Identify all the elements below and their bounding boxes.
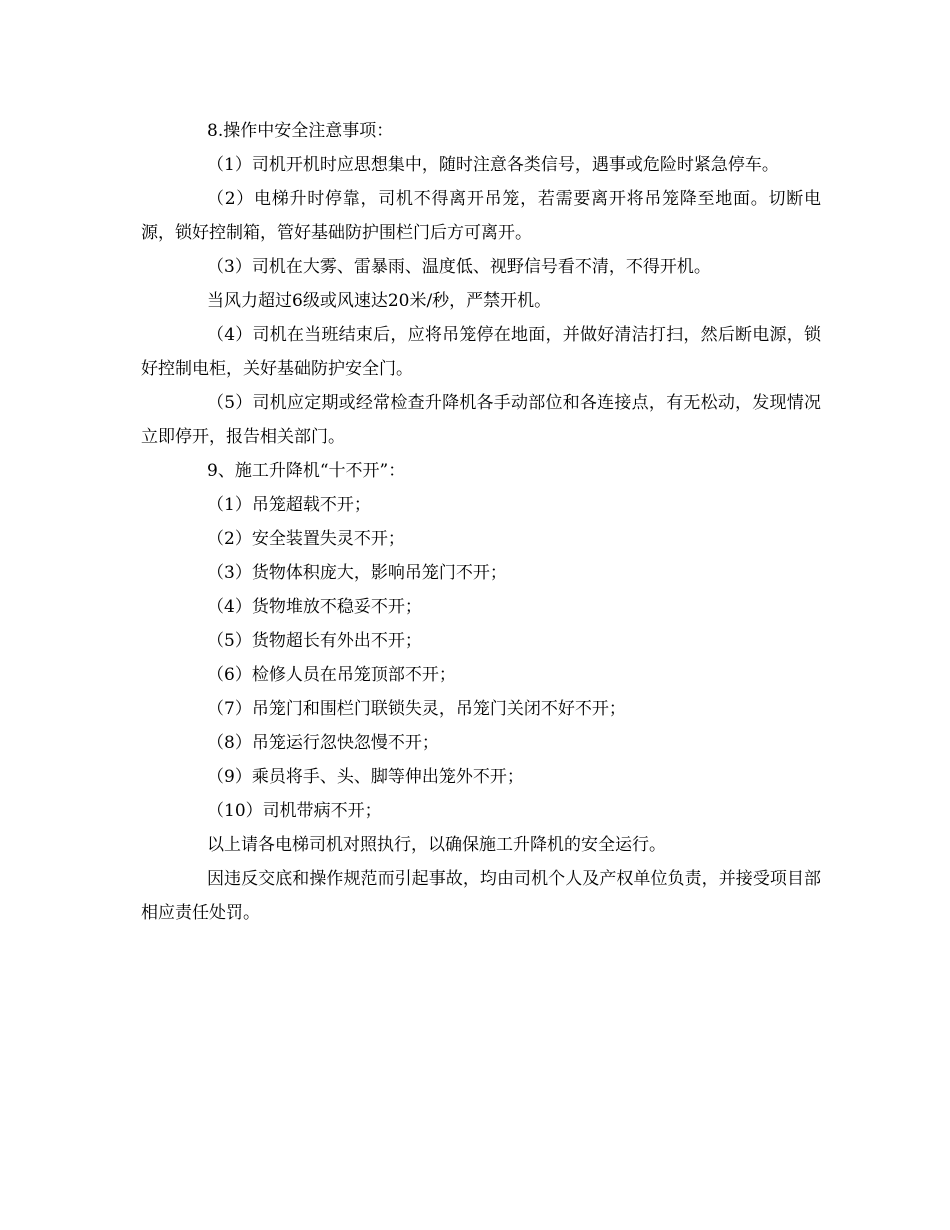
rule-paragraph-4: （4）司机在当班结束后，应将吊笼停在地面，并做好清洁打扫，然后断电源，锁好控制电柜，关好基础防护安全门。 xyxy=(141,325,821,379)
list-item: （1）吊笼超载不开； xyxy=(207,495,371,515)
list-item: （2）安全装置失灵不开； xyxy=(207,529,405,549)
rule-paragraph-5: （5）司机应定期或经常检查升降机各手动部位和各连接点，有无松动，发现情况立即停开，报告相关部门。 xyxy=(141,393,821,447)
liability-paragraph: 因违反交底和操作规范而引起事故，均由司机个人及产权单位负责，并接受项目部相应责任处罚。 xyxy=(141,869,821,923)
closing-paragraph: 以上请各电梯司机对照执行，以确保施工升降机的安全运行。 xyxy=(207,835,666,855)
wind-limit-paragraph: 当风力超过6级或风速达20米/秒，严禁开机。 xyxy=(207,291,552,311)
list-item: （8）吊笼运行忽快忽慢不开； xyxy=(207,733,439,753)
list-item: （6）检修人员在吊笼顶部不开； xyxy=(207,665,456,685)
list-item: （10）司机带病不开； xyxy=(207,801,382,821)
list-item: （3）货物体积庞大，影响吊笼门不开； xyxy=(207,563,507,583)
document-body xyxy=(141,114,821,930)
rule-paragraph-1: （1）司机开机时应思想集中，随时注意各类信号，遇事或危险时紧急停车。 xyxy=(207,155,779,175)
list-item: （7）吊笼门和围栏门联锁失灵，吊笼门关闭不好不开； xyxy=(207,699,626,719)
list-item: （5）货物超长有外出不开； xyxy=(207,631,422,651)
section-heading-9: 9、施工升降机“十不开”： xyxy=(207,461,406,481)
list-item: （9）乘员将手、头、脚等伸出笼外不开； xyxy=(207,767,524,787)
rule-paragraph-2: （2）电梯升时停靠，司机不得离开吊笼，若需要离开将吊笼降至地面。切断电源，锁好控制箱，管好基础防护围栏门后方可离开。 xyxy=(141,189,821,243)
list-item: （4）货物堆放不稳妥不开； xyxy=(207,597,422,617)
rule-paragraph-3: （3）司机在大雾、雷暴雨、温度低、视野信号看不清，不得开机。 xyxy=(207,257,711,277)
section-heading-8: 8.操作中安全注意事项： xyxy=(207,121,394,141)
